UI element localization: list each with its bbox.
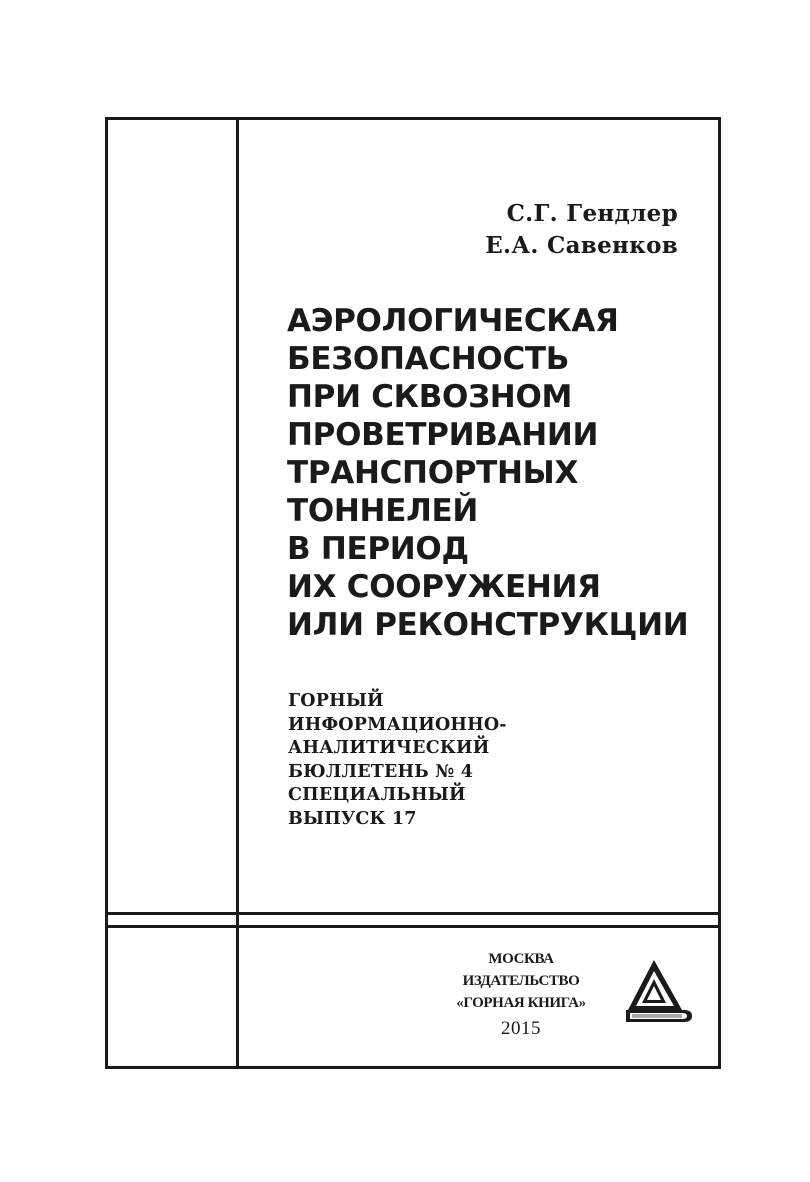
- triangle-on-book-icon: [624, 958, 694, 1024]
- title-line: ПРОВЕТРИВАНИИ: [287, 417, 599, 453]
- series-info: [288, 690, 507, 831]
- title-line: ПРИ СКВОЗНОМ: [287, 379, 573, 415]
- imprint-publisher-name: «ГОРНАЯ КНИГА»: [456, 995, 586, 1011]
- imprint-year: 2015: [501, 1018, 541, 1039]
- series-line: БЮЛЛЕТЕНЬ № 4: [288, 761, 474, 782]
- imprint-city: МОСКВА: [488, 951, 554, 967]
- title-line: ТОННЕЛЕЙ: [287, 493, 479, 529]
- author-name: Е.А. Савенков: [485, 232, 678, 259]
- imprint-publisher: ИЗДАТЕЛЬСТВО: [462, 973, 580, 989]
- series-line: СПЕЦИАЛЬНЫЙ: [288, 785, 466, 805]
- author-name: С.Г. Гендлер: [506, 200, 678, 227]
- series-line: АНАЛИТИЧЕСКИЙ: [288, 738, 490, 758]
- authors-block: [485, 198, 678, 262]
- title-line: ТРАНСПОРТНЫХ: [287, 455, 579, 491]
- book-title: [287, 302, 688, 644]
- series-line: ВЫПУСК 17: [288, 808, 417, 829]
- publisher-imprint: [448, 948, 594, 1042]
- title-line: ИХ СООРУЖЕНИЯ: [287, 569, 601, 605]
- title-line: АЭРОЛОГИЧЕСКАЯ: [287, 303, 619, 339]
- frame-horizontal-rule-upper: [105, 912, 721, 915]
- series-line: ИНФОРМАЦИОННО-: [288, 714, 507, 735]
- series-line: ГОРНЫЙ: [288, 691, 384, 711]
- title-line: ИЛИ РЕКОНСТРУКЦИИ: [287, 607, 689, 643]
- frame-horizontal-rule-lower: [105, 925, 721, 928]
- title-line: БЕЗОПАСНОСТЬ: [287, 341, 570, 377]
- title-line: В ПЕРИОД: [287, 531, 469, 567]
